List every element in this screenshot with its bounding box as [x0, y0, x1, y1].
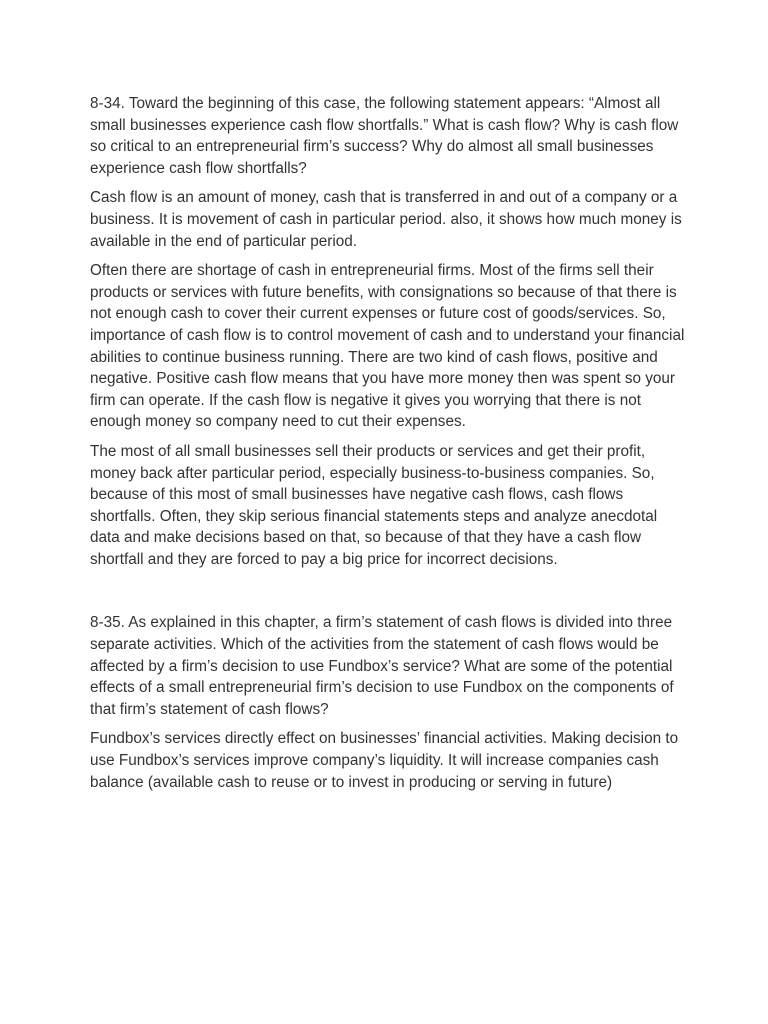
answer-8-34-paragraph-3: The most of all small businesses sell their products or services and get their profit, money back after particular period, especially business-to-business companies. So, because of this most of small businesses have negative cash flows, cash flows shortfalls. Often, they skip serious financial statements steps and analyze anecdotal data and make decisions based on that, so because of that they have a cash flow shortfall and they are forced to pay a big price for incorrect decisions. — [90, 442, 658, 568]
question-8-34: 8-34. Toward the beginning of this case, the following statement appears: “Almost all small businesses experience cash flow shortfalls.” What is cash flow? Why is cash flow so critical to an entrepreneurial firm’s success? Why do almost all small businesses experience cash flow shortfalls? — [90, 95, 679, 177]
answer-8-35-paragraph-1: Fundbox’s services directly effect on businesses’ financial activities. Making decision to use Fundbox’s services improve company’s liquidity. It will increase companies cash balance (available cash to reuse or to invest in producing or serving in future) — [90, 730, 679, 791]
answer-8-34-paragraph-2: Often there are shortage of cash in entrepreneurial firms. Most of the firms sell their products or services with future benefits, with consignations so because of that there is not enough cash to cover their current expenses or future cost of goods/services. So, importance of cash flow is to control movement of cash and to understand your financial abilities to continue business running. There are two kind of cash flows, positive and negative. Positive cash flow means that you have more money then was spent so your firm can operate. If the cash flow is negative it gives you worrying that there is not enough money so company need to cut their expenses. — [90, 262, 685, 431]
answer-8-34-paragraph-1: Cash flow is an amount of money, cash that is transferred in and out of a company or a business. It is movement of cash in particular period. also, it shows how much money is available in the end of particular period. — [90, 189, 682, 250]
document-body — [90, 93, 690, 801]
question-8-35: 8-35. As explained in this chapter, a firm’s statement of cash flows is divided into three separate activities. Which of the activities from the statement of cash flows would be affected by a firm’s decision to use Fundbox’s service? What are some of the potential effects of a small entrepreneurial firm’s decision to use Fundbox on the components of that firm’s statement of cash flows? — [90, 614, 674, 718]
section-spacer — [90, 578, 690, 612]
